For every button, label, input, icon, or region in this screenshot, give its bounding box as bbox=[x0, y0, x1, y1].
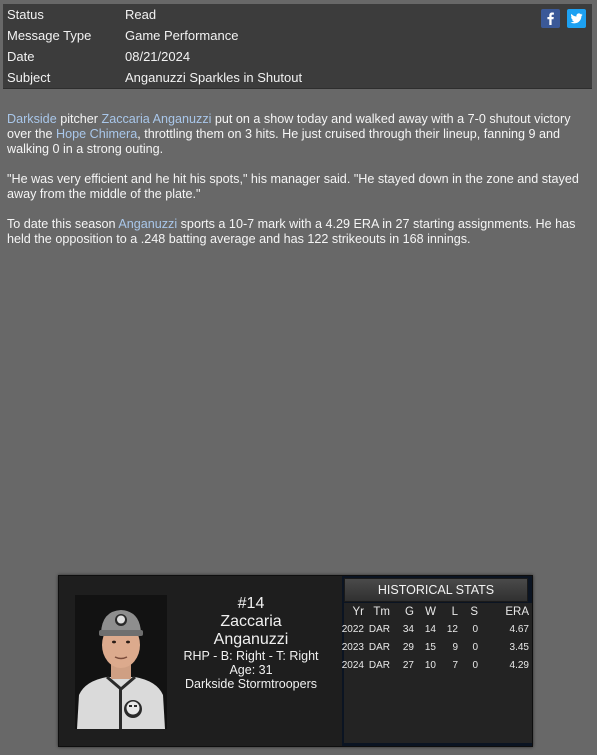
meta-value: Read bbox=[125, 7, 157, 22]
player-handedness: RHP - B: Right - T: Right bbox=[183, 649, 319, 663]
opponent-link[interactable]: Hope Chimera bbox=[56, 127, 138, 141]
stats-column-header: G bbox=[405, 606, 414, 618]
message-header bbox=[3, 4, 592, 89]
meta-value: Game Performance bbox=[125, 28, 239, 43]
stats-cell: 7 bbox=[452, 660, 458, 671]
stats-cell: DAR bbox=[368, 624, 390, 635]
stats-cell: 27 bbox=[402, 660, 414, 671]
article-text: pitcher bbox=[56, 112, 102, 126]
stats-cell: 10 bbox=[424, 660, 436, 671]
meta-key: Message Type bbox=[7, 28, 92, 43]
jersey-number: #14 bbox=[237, 595, 265, 612]
stats-cell: 34 bbox=[402, 624, 414, 635]
stats-cell: 4.67 bbox=[509, 624, 529, 635]
stats-row bbox=[341, 657, 532, 675]
stats-header-row bbox=[344, 603, 532, 621]
article-paragraph bbox=[7, 112, 589, 157]
meta-key: Status bbox=[7, 7, 44, 22]
player-link[interactable]: Zaccaria Anganuzzi bbox=[101, 112, 212, 126]
player-link[interactable]: Anganuzzi bbox=[118, 217, 178, 231]
player-first-name[interactable]: Zaccaria bbox=[220, 613, 282, 630]
twitter-icon[interactable] bbox=[567, 9, 586, 28]
stats-cell: 2023 bbox=[341, 642, 364, 653]
stats-cell: 29 bbox=[402, 642, 414, 653]
historical-stats-title: HISTORICAL STATS bbox=[344, 578, 528, 602]
stats-row bbox=[341, 621, 532, 639]
stats-column-header: ERA bbox=[505, 606, 529, 618]
article-quote: "He was very efficient and he hit his spots," his manager said. "He stayed down in the zone and stayed away from the middle of the plate." bbox=[7, 172, 579, 201]
player-portrait-image bbox=[75, 595, 167, 729]
stats-cell: DAR bbox=[368, 660, 390, 671]
article-text: sports a 10-7 mark with a 4.29 ERA in 27 starting assignments. He has held the opposition to a .248 batting average and has 122 strikeouts in 168 innings. bbox=[7, 217, 576, 246]
player-age: Age: 31 bbox=[229, 663, 273, 677]
article-text: , throttling them on 3 hits. He just cruised through their lineup, fanning 9 and walking 0 in a strong outing. bbox=[7, 127, 561, 156]
meta-key: Date bbox=[7, 49, 35, 64]
player-card bbox=[58, 575, 533, 747]
stats-row bbox=[341, 639, 532, 657]
team-link[interactable]: Darkside bbox=[7, 112, 57, 126]
stats-cell: 3.45 bbox=[509, 642, 529, 653]
player-bio bbox=[175, 594, 327, 691]
meta-key: Subject bbox=[7, 70, 51, 85]
stats-column-header: S bbox=[470, 606, 478, 618]
stats-cell: 2024 bbox=[341, 660, 364, 671]
player-photo[interactable] bbox=[75, 595, 167, 729]
meta-value: Anganuzzi Sparkles in Shutout bbox=[125, 70, 303, 85]
stats-cell: 0 bbox=[472, 660, 478, 671]
stats-column-header: W bbox=[425, 606, 436, 618]
article-text: put on a show today and walked away with a 7-0 shutout victory over the bbox=[7, 112, 571, 141]
article-text: To date this season bbox=[7, 217, 119, 231]
historical-stats-panel bbox=[342, 576, 532, 746]
player-last-name[interactable]: Anganuzzi bbox=[213, 631, 289, 648]
stats-cell: 0 bbox=[472, 624, 478, 635]
stats-cell: DAR bbox=[368, 642, 390, 653]
stats-cell: 4.29 bbox=[509, 660, 529, 671]
facebook-icon[interactable] bbox=[541, 9, 560, 28]
stats-column-header: Yr bbox=[352, 606, 364, 618]
historical-stats-table bbox=[341, 603, 532, 743]
stats-cell: 14 bbox=[424, 624, 436, 635]
player-team[interactable]: Darkside Stormtroopers bbox=[185, 677, 317, 691]
stats-cell: 2022 bbox=[341, 624, 364, 635]
article-paragraph bbox=[7, 217, 589, 247]
stats-cell: 15 bbox=[424, 642, 436, 653]
meta-value: 08/21/2024 bbox=[125, 49, 191, 64]
stats-cell: 9 bbox=[452, 642, 458, 653]
stats-cell: 0 bbox=[472, 642, 478, 653]
article-body bbox=[7, 112, 589, 262]
stats-column-header: Tm bbox=[373, 606, 390, 618]
stats-column-header: L bbox=[451, 606, 458, 618]
stats-cell: 12 bbox=[446, 624, 458, 635]
